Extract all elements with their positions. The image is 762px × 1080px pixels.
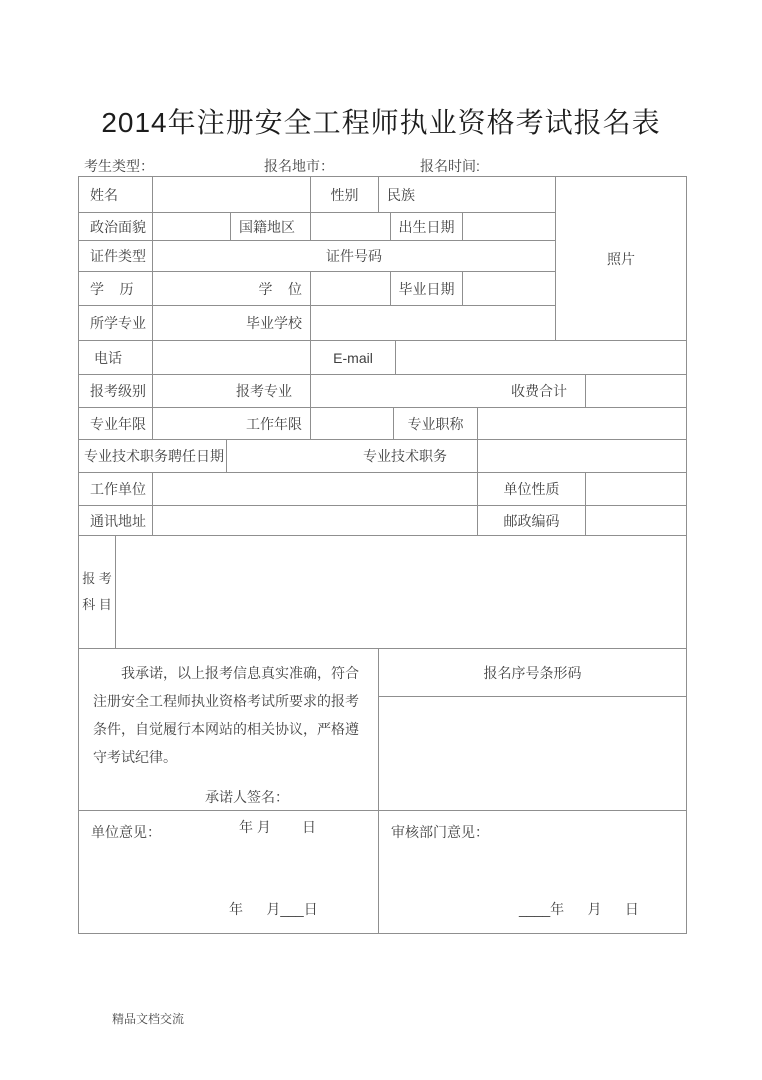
row-work-unit [79, 473, 686, 506]
registration-city-label: 报名地市： [264, 158, 334, 174]
exam-major-label: 报考专业 [153, 375, 311, 408]
unit-type-label: 单位性质 [478, 473, 586, 506]
mailing-address-label: 通讯地址 [79, 506, 153, 536]
postal-code-value-cell [586, 506, 686, 536]
unit-opinion-cell [79, 811, 379, 933]
major-label: 所学专业 [79, 306, 153, 341]
row-technical-post [79, 440, 686, 473]
mailing-address-value-cell [153, 506, 478, 536]
unit-opinion-label: 单位意见： [91, 824, 161, 840]
row-opinions [79, 811, 686, 933]
fee-total-label: 收费合计 [311, 375, 586, 408]
graduation-date-value-cell [463, 272, 556, 306]
registration-form-table [78, 176, 687, 934]
row-years [79, 408, 686, 440]
review-opinion-label: 审核部门意见： [391, 824, 489, 840]
candidate-type-label: 考生类型： [84, 158, 154, 174]
review-opinion-cell [379, 811, 686, 933]
row-contact [79, 341, 686, 375]
meta-line [0, 156, 762, 176]
phone-label: 电话 [79, 341, 153, 375]
name-value-cell [153, 177, 311, 213]
work-unit-value-cell [153, 473, 478, 506]
political-status-value-cell [153, 213, 231, 241]
exam-subjects-label [79, 536, 116, 649]
postal-code-label: 邮政编码 [478, 506, 586, 536]
barcode-label: 报名序号条形码 [379, 649, 686, 697]
barcode-cell [379, 649, 686, 811]
technical-post-label: 专业技术职务 [227, 440, 478, 473]
email-value-cell [396, 341, 686, 375]
id-type-label: 证件类型 [79, 241, 153, 272]
row-mailing-address [79, 506, 686, 536]
commitment-statement: 我承诺，以上报考信息真实准确，符合注册安全工程师执业资格考试所要求的报考条件，自觉履行本网站的相关协议，严格遵守考试纪律。 [93, 665, 359, 765]
row-exam-level [79, 375, 686, 408]
signature-date-line: 年 月 日 [239, 819, 317, 835]
id-number-label: 证件号码 [153, 241, 556, 272]
exam-subjects-label-line1: 报 考 [82, 571, 112, 586]
nationality-region-label: 国籍地区 [231, 213, 311, 241]
barcode-blank-area [379, 697, 686, 810]
photo-cell [556, 177, 686, 341]
degree-label: 学 位 [153, 272, 311, 306]
name-label: 姓名 [79, 177, 153, 213]
watermark-text: 精品文档交流 [112, 1012, 185, 1026]
birth-date-label: 出生日期 [391, 213, 463, 241]
review-opinion-date-line: ____年 月 日 [519, 901, 639, 917]
professional-years-label: 专业年限 [79, 408, 153, 440]
degree-value-cell [311, 272, 391, 306]
technical-post-value-cell [478, 440, 686, 473]
graduation-date-label: 毕业日期 [391, 272, 463, 306]
birth-date-value-cell [463, 213, 556, 241]
registration-time-label: 报名时间: [420, 158, 480, 174]
page-title: 2014年注册安全工程师执业资格考试报名表 [101, 107, 661, 138]
professional-title-value-cell [478, 408, 686, 440]
professional-title-label: 专业职称 [394, 408, 478, 440]
unit-opinion-date-line: 年 月___日 [229, 901, 318, 917]
exam-subjects-label-line2: 科 目 [82, 597, 112, 612]
phone-value-cell [153, 341, 311, 375]
school-label: 毕业学校 [153, 306, 311, 341]
school-value-cell [311, 306, 556, 341]
fee-total-value-cell [586, 375, 686, 408]
ethnicity-label: 民族 [379, 177, 556, 213]
exam-subjects-value-cell [116, 536, 686, 649]
working-years-label: 工作年限 [153, 408, 311, 440]
photo-label: 照片 [607, 250, 635, 267]
row-exam-subjects [79, 536, 686, 649]
work-unit-label: 工作单位 [79, 473, 153, 506]
gender-label: 性别 [311, 177, 379, 213]
nationality-region-value-cell [311, 213, 391, 241]
education-label: 学 历 [79, 272, 153, 306]
email-label: E-mail [311, 341, 396, 375]
unit-type-value-cell [586, 473, 686, 506]
political-status-label: 政治面貌 [79, 213, 153, 241]
post-appointment-date-label: 专业技术职务聘任日期 [79, 440, 227, 473]
working-years-value-cell [311, 408, 394, 440]
signature-label: 承诺人签名： [205, 789, 289, 805]
exam-level-label: 报考级别 [79, 375, 153, 408]
